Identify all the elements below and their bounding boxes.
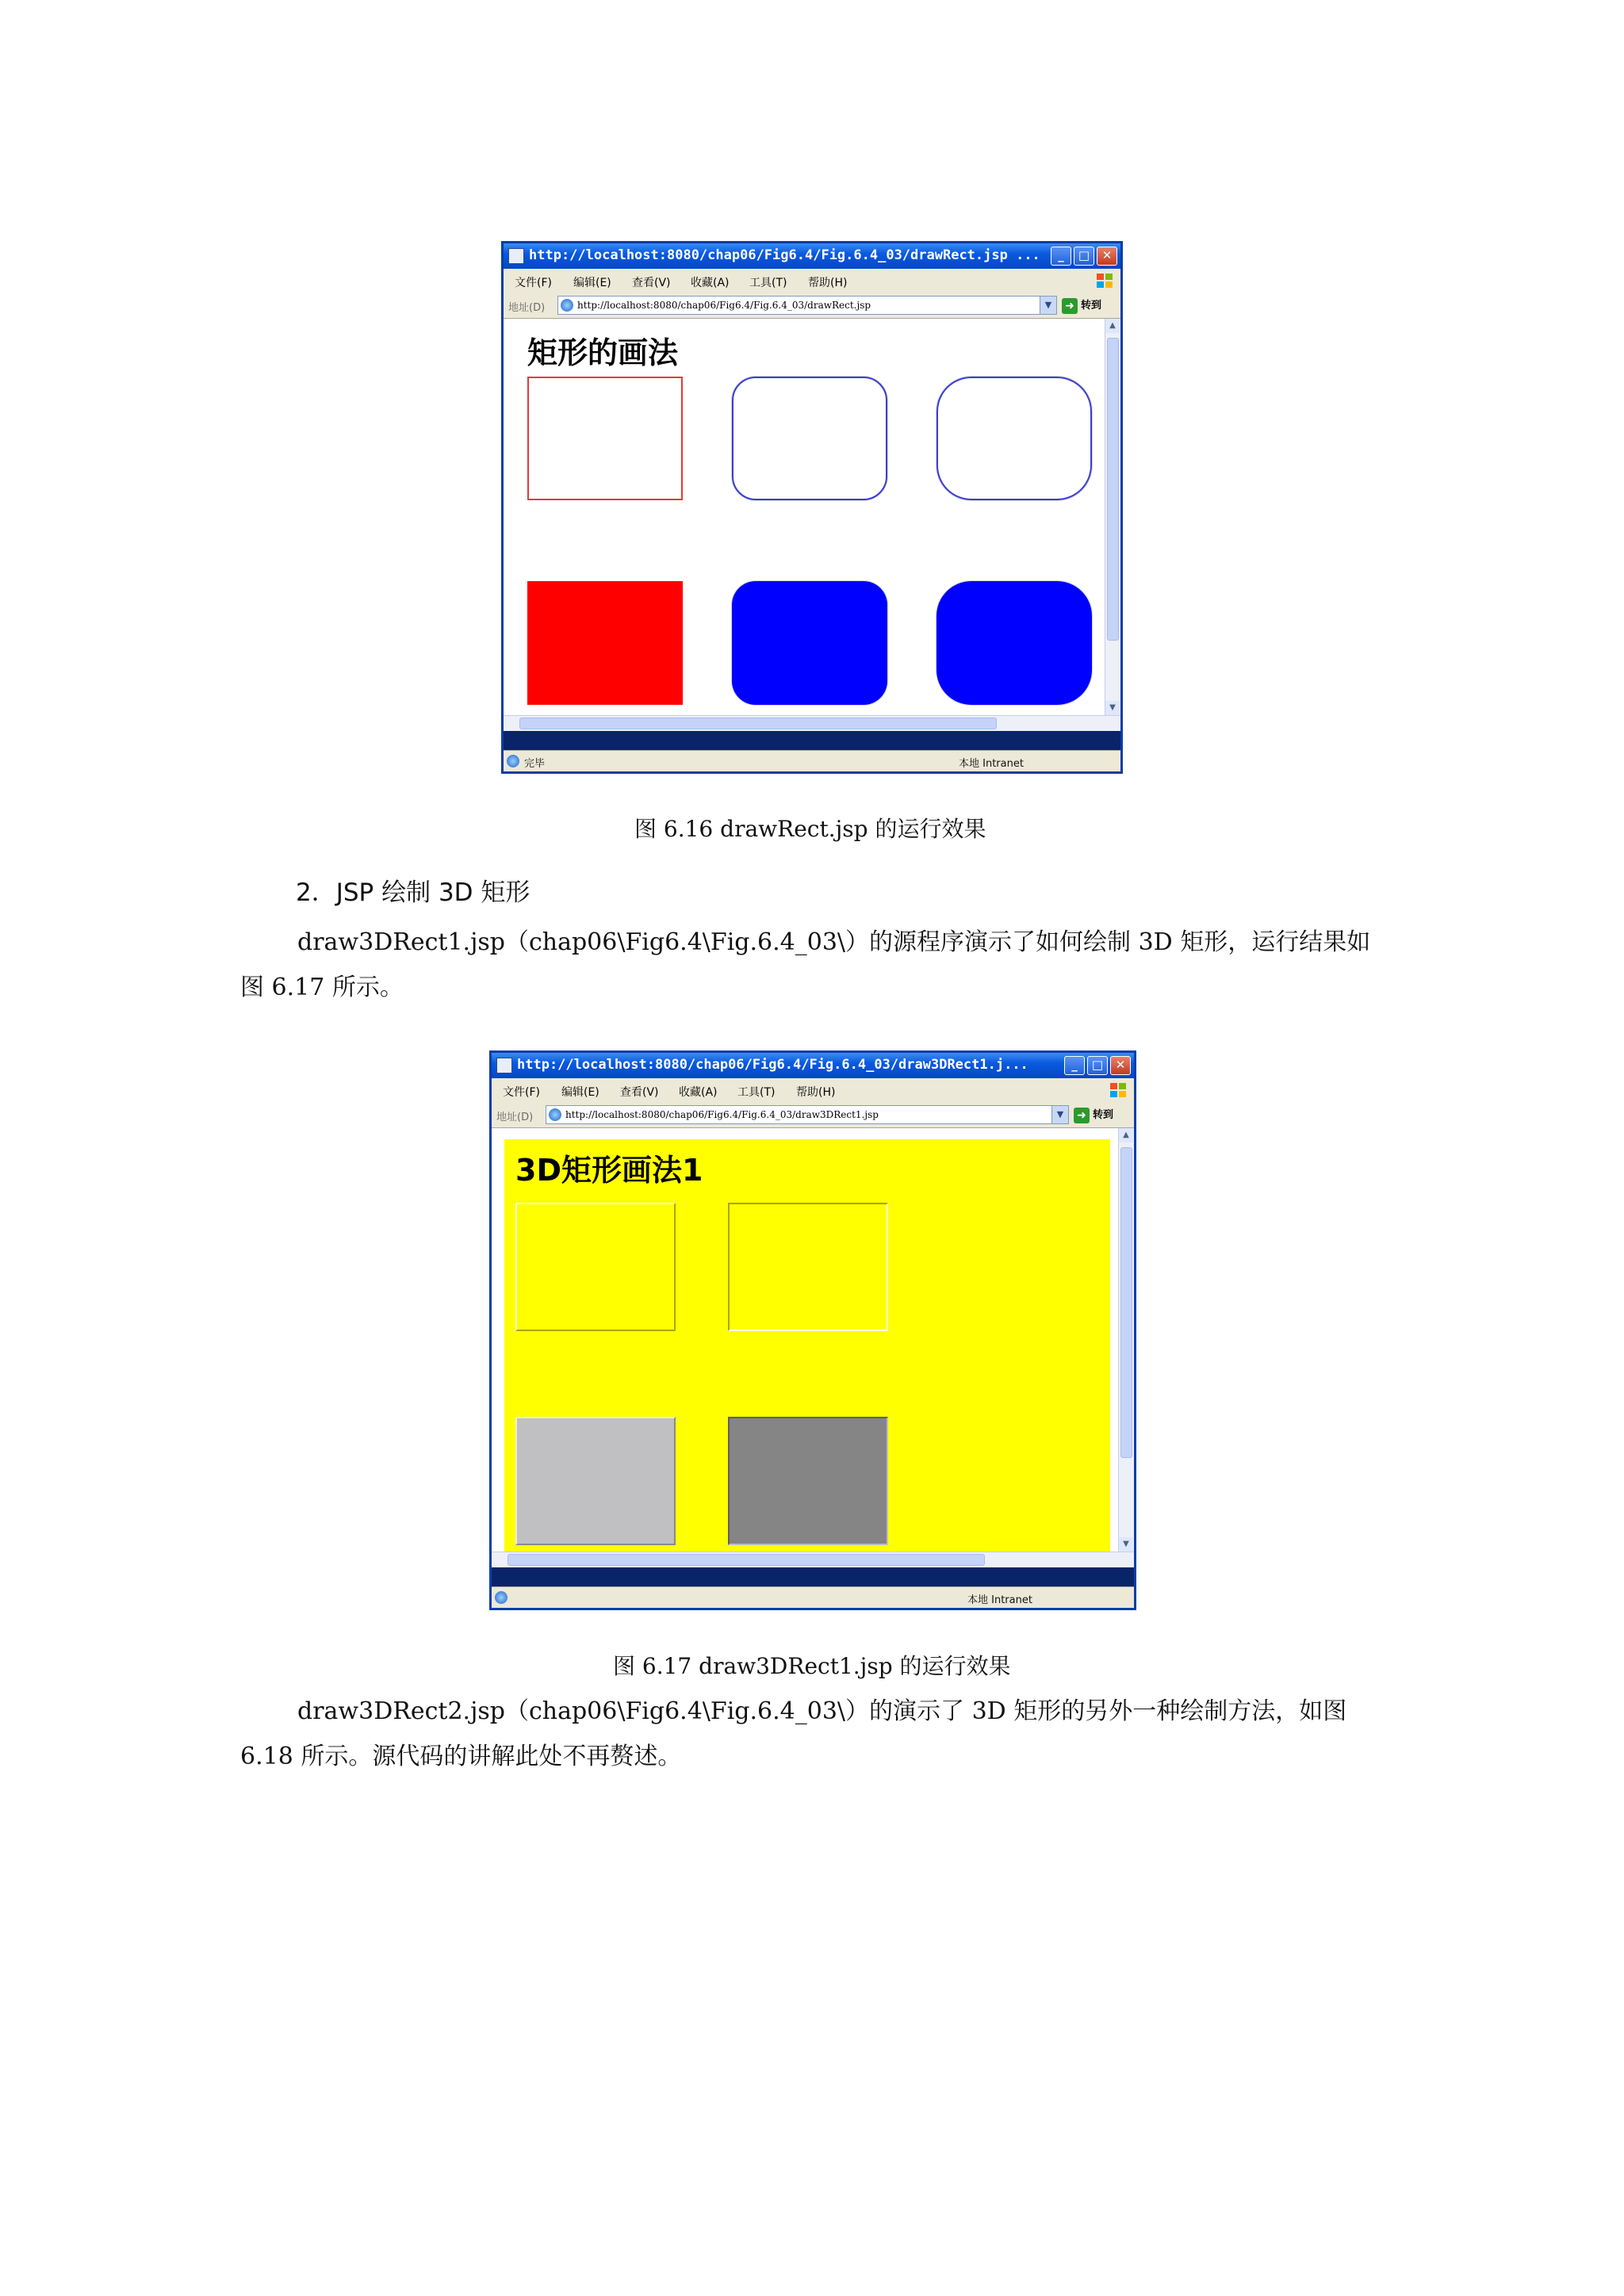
roundrect-filled-blue	[732, 581, 887, 705]
menu-bar	[504, 269, 1120, 293]
horizontal-scroll-thumb[interactable]	[519, 718, 997, 729]
horizontal-scroll-thumb[interactable]	[508, 1554, 985, 1566]
security-zone: 本地 Intranet	[959, 758, 1024, 770]
status-text: 完毕	[524, 758, 546, 770]
ie-page-icon	[496, 1058, 512, 1073]
maximize-button[interactable]: □	[1087, 1056, 1108, 1075]
status-bar	[492, 1586, 1134, 1608]
paragraph-draw3drect2: draw3DRect2.jsp（chap06\Fig6.4\Fig.6.4_03\）的演示了 3D 矩形的另外一种绘制方法，如图 6.18 所示。源代码的讲解此处不再赘述。	[240, 1697, 1347, 1770]
minimize-button[interactable]: _	[1051, 247, 1071, 266]
windows-flag-icon	[1095, 272, 1114, 289]
ie-globe-icon	[549, 1108, 561, 1121]
page-heading: 3D矩形画法1	[515, 1153, 703, 1188]
ie-page-icon	[508, 248, 524, 264]
minimize-button[interactable]: _	[1064, 1056, 1085, 1075]
go-label: 转到	[1093, 1109, 1114, 1121]
horizontal-scrollbar[interactable]	[504, 715, 1120, 731]
go-button[interactable]	[1074, 1106, 1113, 1123]
vertical-scroll-thumb[interactable]	[1120, 1147, 1132, 1458]
page-heading: 矩形的画法	[527, 335, 679, 370]
figure-caption-6-17: 图 6.17 draw3DRect1.jsp 的运行效果	[613, 1653, 1011, 1679]
vertical-scrollbar[interactable]	[1105, 319, 1120, 715]
vertical-scrollbar[interactable]	[1118, 1128, 1134, 1552]
paragraph-draw3drect1: draw3DRect1.jsp（chap06\Fig6.4\Fig.6.4_03\）的源程序演示了如何绘制 3D 矩形，运行结果如图 6.17 所示。	[240, 928, 1371, 1001]
window-title: http://localhost:8080/chap06/Fig6.4/Fig.6.4_03/draw3DRect1.j...	[517, 1057, 1028, 1073]
security-zone: 本地 Intranet	[967, 1594, 1032, 1606]
window-title: http://localhost:8080/chap06/Fig6.4/Fig.6.4_03/drawRect.jsp ...	[529, 247, 1040, 263]
yellow-canvas	[504, 1139, 1110, 1552]
menu-bar	[492, 1078, 1134, 1103]
menu-edit[interactable]: 编辑(E)	[561, 1086, 599, 1099]
menu-favorites[interactable]: 收藏(A)	[679, 1086, 718, 1099]
address-bar	[492, 1102, 1134, 1128]
rect-filled-red	[527, 581, 683, 705]
vertical-scroll-thumb[interactable]	[1107, 338, 1119, 641]
chevron-down-icon[interactable]: ▼	[1040, 297, 1056, 314]
menu-file[interactable]: 文件(F)	[503, 1086, 540, 1099]
address-label: 地址(D)	[496, 1112, 534, 1123]
close-button[interactable]: ✕	[1097, 247, 1117, 266]
menu-favorites[interactable]: 收藏(A)	[691, 277, 730, 289]
close-button[interactable]: ✕	[1110, 1056, 1131, 1075]
maximize-button[interactable]: □	[1074, 247, 1094, 266]
title-bar	[492, 1053, 1134, 1078]
rect-outline-red	[527, 377, 683, 500]
figure-caption-6-16: 图 6.16 drawRect.jsp 的运行效果	[634, 816, 986, 842]
address-input[interactable]	[546, 1105, 1069, 1124]
menu-help[interactable]: 帮助(H)	[796, 1086, 836, 1099]
menu-help[interactable]: 帮助(H)	[808, 277, 848, 289]
go-button[interactable]	[1062, 297, 1101, 314]
status-bar	[504, 750, 1120, 771]
3d-rect-raised-yellow	[515, 1203, 676, 1331]
menu-tools[interactable]: 工具(T)	[737, 1086, 776, 1099]
roundrect-filled-blue-large	[936, 581, 1092, 705]
3d-rect-sunken-yellow	[728, 1203, 888, 1331]
page-content	[492, 1128, 1118, 1552]
3d-rect-sunken-darkgray	[728, 1417, 888, 1545]
go-arrow-icon: ➜	[1062, 298, 1078, 314]
3d-rect-raised-lightgray	[515, 1417, 676, 1545]
menu-file[interactable]: 文件(F)	[515, 277, 552, 289]
menu-edit[interactable]: 编辑(E)	[573, 277, 611, 289]
roundrect-outline-blue-large	[936, 377, 1092, 500]
menu-view[interactable]: 查看(V)	[620, 1086, 659, 1099]
page-done-icon	[507, 755, 519, 767]
address-input[interactable]	[557, 296, 1057, 315]
menu-tools[interactable]: 工具(T)	[749, 277, 787, 289]
section-heading: 2．JSP 绘制 3D 矩形	[296, 878, 530, 907]
scroll-up-icon[interactable]: ▲	[1119, 1128, 1133, 1142]
windows-flag-icon	[1109, 1081, 1128, 1099]
scroll-up-icon[interactable]: ▲	[1105, 319, 1120, 333]
browser-window-draw3drect1	[489, 1050, 1136, 1610]
roundrect-outline-blue	[732, 377, 887, 500]
address-url: http://localhost:8080/chap06/Fig6.4/Fig.6.4_03/draw3DRect1.jsp	[565, 1109, 879, 1120]
go-arrow-icon: ➜	[1074, 1108, 1090, 1123]
horizontal-scrollbar[interactable]	[492, 1552, 1134, 1567]
browser-window-drawrect	[501, 241, 1123, 774]
title-bar	[504, 243, 1120, 269]
chevron-down-icon[interactable]: ▼	[1051, 1106, 1068, 1123]
go-label: 转到	[1081, 300, 1102, 312]
scroll-down-icon[interactable]: ▼	[1119, 1537, 1133, 1552]
address-label: 地址(D)	[508, 302, 546, 314]
page-done-icon	[495, 1591, 508, 1604]
menu-view[interactable]: 查看(V)	[632, 277, 671, 289]
address-url: http://localhost:8080/chap06/Fig6.4/Fig.6.4_03/drawRect.jsp	[577, 300, 871, 311]
page-content	[504, 319, 1105, 715]
scroll-down-icon[interactable]: ▼	[1105, 701, 1120, 715]
address-bar	[504, 293, 1120, 319]
ie-globe-icon	[561, 299, 573, 312]
